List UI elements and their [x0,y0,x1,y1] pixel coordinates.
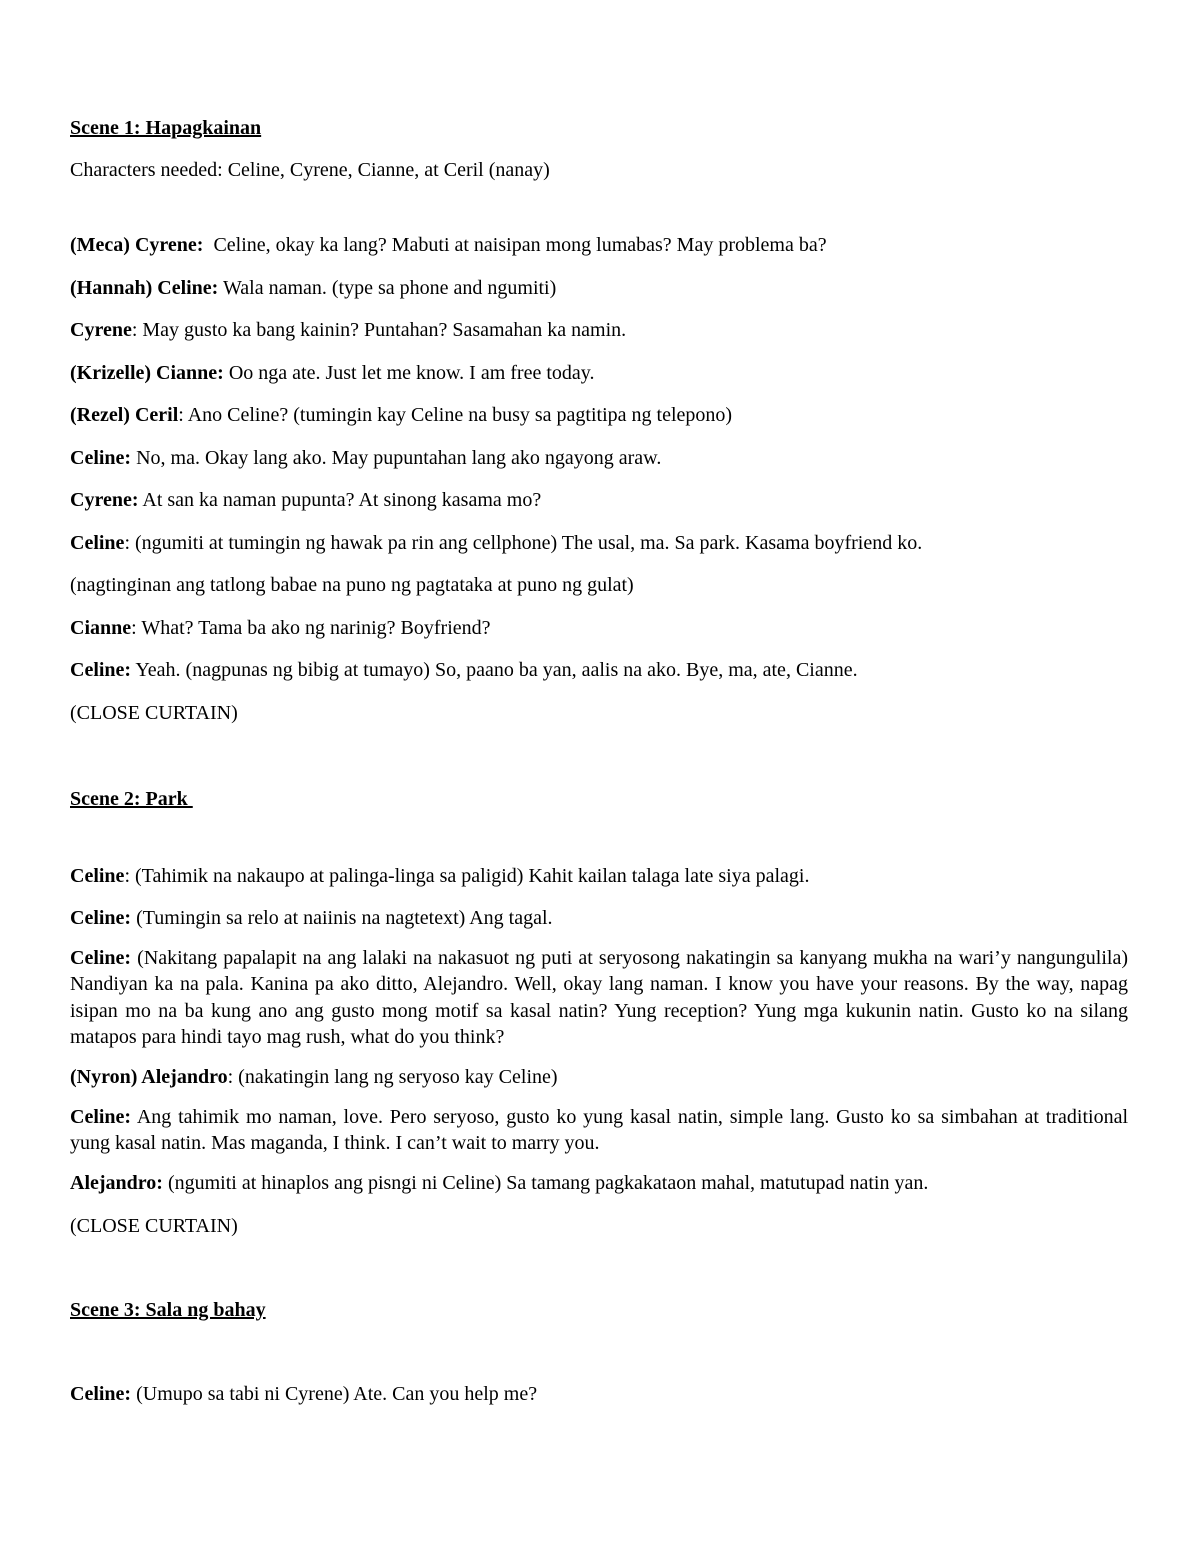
dialogue-text: (Umupo sa tabi ni Cyrene) Ate. Can you help me? [131,1382,538,1405]
speaker: (Meca) Cyrene: [70,234,204,256]
characters-needed: Characters needed: Celine, Cyrene, Cianne, at Ceril (nanay) [70,159,550,181]
dialogue-text: Oo nga ate. Just let me know. I am free today. [223,361,595,384]
dialogue-text: : (ngumiti at tumingin ng hawak pa rin ang cellphone) The usal, ma. Sa park. Kasama boyfriend ko. [124,531,923,554]
dialogue-text: (Tumingin sa relo at naiinis na nagtetext) Ang tagal. [131,907,553,929]
speaker: Celine [70,531,125,554]
dialogue-text: (Nakitang papalapit na ang lalaki na nakasuot ng puti at seryosong nakatingin sa kanyang mukha na wari’y nangungulila) Nandiyan ka na pala. Kanina pa ako ditto, Alejandro. Well, okay lang naman. I know you have your reasons. By the way, napag isipan mo na ba kung ano ang gusto mong motif sa kasal natin? Yung reception? Yung mga kukunin natin. Gusto ko na silang matapos para hindi tayo mag rush, what do you think? [70,946,1128,1048]
close-curtain: (CLOSE CURTAIN) [70,1214,238,1237]
dialogue-text: Ang tahimik mo naman, love. Pero seryoso, gusto ko yung kasal natin, simple lang. Gusto ko sa simbahan at traditional yung kasal natin. Mas maganda, I think. I can’t wait to marry you. [70,1105,1128,1154]
speaker: Cyrene: [70,489,139,511]
speaker: (Hannah) Celine: [70,276,219,299]
dialogue-text: At san ka naman pupunta? At sinong kasama mo? [138,489,542,511]
dialogue-text: (nagtinginan ang tatlong babae na puno ng pagtataka at puno ng gulat) [70,574,634,596]
dialogue-line [70,1167,1128,1199]
speaker: Celine: [70,907,132,929]
script-content [70,112,1128,1420]
dialogue-line [70,1061,1128,1093]
dialogue-text: : (nakatingin lang ng seryoso kay Celine) [227,1066,558,1088]
speaker: Celine: [70,659,132,681]
speaker: Celine: [70,946,132,969]
dialogue-line [70,272,1128,304]
scene-2-title: Scene 2: Park [70,787,193,810]
speaker: Alejandro: [70,1172,163,1194]
dialogue-line [70,654,1128,686]
speaker: (Krizelle) Cianne: [70,361,224,384]
dialogue-line [70,860,1128,892]
dialogue-text: : May gusto ka bang kainin? Puntahan? Sasamahan ka namin. [131,319,627,341]
speaker: Celine: [70,1105,132,1128]
dialogue-line [70,1378,1128,1410]
speaker: (Nyron) Alejandro [70,1066,228,1088]
dialogue-text: No, ma. Okay lang ako. May pupuntahan lang ako ngayong araw. [131,446,662,469]
close-curtain: (CLOSE CURTAIN) [70,701,238,724]
dialogue-text: Yeah. (nagpunas ng bibig at tumayo) So, paano ba yan, aalis na ako. Bye, ma, ate, Cianne. [131,659,858,681]
dialogue-line [70,357,1128,389]
stage-direction-line [70,569,1128,601]
dialogue-line [70,399,1128,431]
speaker: Cyrene [70,319,132,341]
speaker: Celine: [70,446,132,469]
dialogue-text: : What? Tama ba ako ng narinig? Boyfriend? [131,616,491,639]
dialogue-text: : Ano Celine? (tumingin kay Celine na busy sa pagtitipa ng telepono) [178,404,733,426]
scene-1-title: Scene 1: Hapagkainan [70,117,262,139]
speaker: Celine: [70,1382,132,1405]
dialogue-line [70,484,1128,516]
dialogue-text: Celine, okay ka lang? Mabuti at naisipan mong lumabas? May problema ba? [203,234,827,256]
speaker: Celine [70,864,125,887]
dialogue-line [70,229,1128,261]
dialogue-text: : (Tahimik na nakaupo at palinga-linga sa paligid) Kahit kailan talaga late siya palagi. [124,864,810,887]
dialogue-line [70,314,1128,346]
scene-3-title: Scene 3: Sala ng bahay [70,1298,266,1321]
dialogue-line [70,612,1128,644]
dialogue-line [70,1104,1128,1157]
dialogue-text: (ngumiti at hinaplos ang pisngi ni Celine) Sa tamang pagkakataon mahal, matutupad natin yan. [162,1172,929,1194]
dialogue-line [70,442,1128,474]
speaker: (Rezel) Ceril [70,404,179,426]
speaker: Cianne [70,616,132,639]
dialogue-line [70,945,1128,1051]
dialogue-line [70,527,1128,559]
dialogue-line [70,902,1128,934]
dialogue-text: Wala naman. (type sa phone and ngumiti) [218,276,557,299]
